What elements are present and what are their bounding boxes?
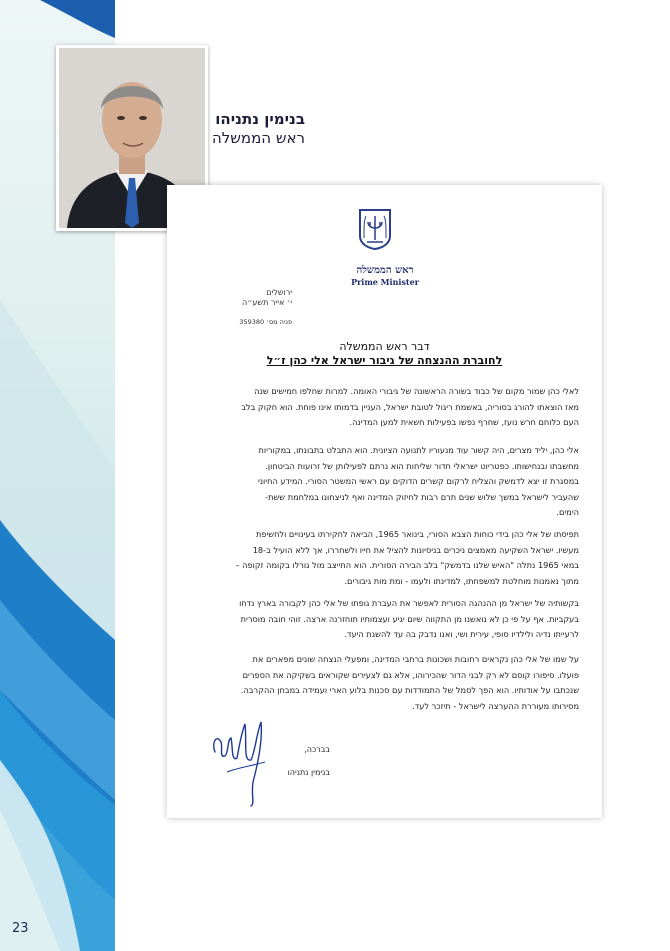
author-name: בנימין נתניהו	[215, 110, 305, 128]
letter-closing: בברכה,	[304, 745, 330, 754]
letter-paragraph: בקשותיה של ישראל מן ההנהגה הסורית לאפשר את העברת גופתו של אלי כהן לקבורה בארץ נדחו בעקביות. אף על פי כן לא נואשנו מן התקווה שיום יגיע ועצמותיו תוחזרנה ארצה. זוהי חובה מוסרית לרעייתו נדיה ולילדיו סופי, עירית ושי, ואנו נדבק בה עד להשגת היעד.	[239, 598, 579, 639]
letter-city: ירושלים	[266, 288, 292, 297]
page-number: 23	[12, 921, 29, 936]
letter-heading: דבר ראש הממשלה	[339, 340, 430, 353]
letter-subheading: לחוברת ההנצחה של גיבור ישראל אלי כהן ז״ל	[266, 354, 503, 367]
letter-paragraph: אלי כהן, יליד מצרים, היה קשור עוד מנעוריו לתנועה הציונית. הוא התבלט בתבונתו, במקוריות מחשבתו ובנחישותו. כפטריוט ישראלי חדור שליחות הוא נרתם לפעילותן של זרועות הביטחון. במסגרת זו יצא לדמשק והצליח לרקום קשרים הדוקים עם ראשי המשטר הסורי. המידע החיוני שהעביר לישראל במשך שלוש שנים תרם רבות לחיזוק המדינה ואף לניצחונו במלחמת ששת- הימים.	[257, 445, 579, 517]
letter-document	[167, 185, 602, 818]
state-emblem-icon	[358, 208, 392, 250]
letter-paragraph: על שמו של אלי כהן נקראים רחובות ושכונות ברחבי המדינה, ומפעלי הנצחה שונים מפארים את פועלו. סיפורו קוסם לא רק לבני הדור שהכירוהו, אלא גם לצעירים שקוראים בשקיקה את הספרים שנכתבו על אודותיו. הוא הפך לסמל של התמודדות עם סכנות בלוע הארי ועמידה במבחן ההקרבה. מסירותו מעוררת ההערצה לישראל - תיזכר לעד.	[240, 654, 579, 711]
letter-signoff: בנימין נתניהו	[287, 768, 330, 777]
letter-paragraph: לאלי כהן שמור מקום של כבוד בשורה הראשונה של גיבורי האומה. למרות שחלפו חמישים שנה מאז הוצאתו להורג בסוריה, באשמת ריגול לטובת ישראל, העניין בדמותו אינו פוחת. הוא חקוק בלב העם כלוחם חרש נועז, שחרף נפשו בפעילות חשאית למען המדינה.	[241, 386, 579, 427]
handwritten-signature	[207, 712, 277, 807]
author-title: ראש הממשלה	[211, 129, 305, 147]
letter-paragraph: תפיסתו של אלי כהן בידי כוחות הצבא הסורי, בינואר 1965, הביאה לחקירתו בעינויים ולחשיפת מעשיו. ישראל השקיעה מאמצים ניכרים בניסיונות להציל את חייו ולשחררו, אך ללא הועיל ב-18 במאי 1965 נתלה "האיש שלנו בדמשק" בלב הבירה הסורית. הוא התייצב מול גורלו בקומה זקופה – מתוך נאמנות מוחלטת למשפחתו, למדינתו ולעמו - ומת מות גיבורים.	[235, 529, 579, 586]
letterhead-english: Prime Minister	[351, 277, 419, 287]
letterhead-hebrew: ראש הממשלה	[356, 265, 414, 276]
letter-reference: פניה מס׳ 359380	[239, 318, 292, 326]
letter-date: י׳ אייר תשע״ה	[242, 298, 292, 307]
author-header	[212, 110, 305, 147]
